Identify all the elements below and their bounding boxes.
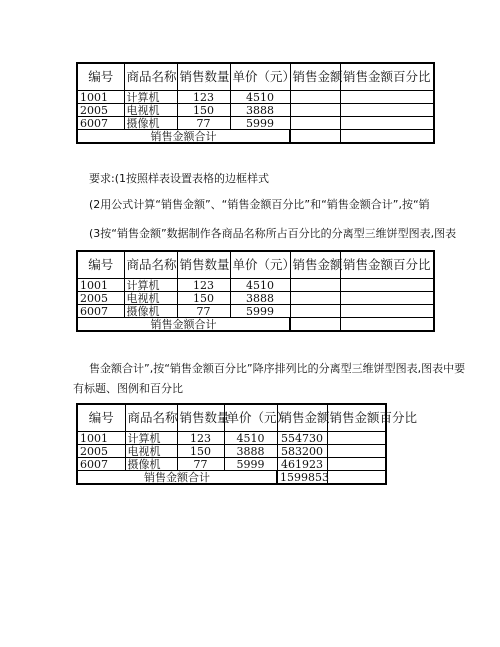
price-cell: 4510 — [224, 432, 277, 445]
amount-cell — [290, 104, 340, 117]
header-cell: 编号 — [77, 251, 124, 279]
price-cell: 5999 — [230, 305, 290, 318]
table-row — [77, 104, 434, 117]
total-label: 销售金额合计 — [77, 318, 290, 332]
requirement-1: 要求:(1按照样表设置表格的边框样式 — [89, 172, 269, 185]
requirement-3: (3按“销售金额”数据制作各商品名称所占百分比的分离型三维饼型图表,图表 — [89, 227, 457, 240]
header-cell: 销售数量 — [177, 404, 224, 432]
table-row — [77, 279, 434, 292]
table-row — [77, 305, 434, 318]
total-empty-cell — [340, 130, 434, 144]
total-row — [77, 130, 434, 144]
header-cell: 销售金额 — [290, 251, 340, 279]
total-row — [77, 471, 386, 485]
id-cell: 1001 — [77, 432, 125, 445]
price-cell: 5999 — [224, 458, 277, 471]
table-row — [77, 445, 386, 458]
id-cell: 6007 — [77, 458, 125, 471]
requirement-2: (2用公式计算“销售金额”、“销售金额百分比”和“销售金额合计”,按“销 — [89, 198, 430, 211]
name-cell: 电视机 — [124, 104, 177, 117]
percent-cell — [340, 104, 434, 117]
price-cell: 3888 — [224, 445, 277, 458]
percent-cell — [340, 91, 434, 104]
id-cell: 1001 — [77, 279, 124, 292]
header-row — [77, 63, 434, 91]
qty-cell: 123 — [177, 432, 224, 445]
amount-cell: 554730 — [277, 432, 327, 445]
header-cell: 商品名称 — [125, 404, 177, 432]
price-cell: 5999 — [230, 117, 290, 130]
name-cell: 摄像机 — [125, 458, 177, 471]
percent-cell — [340, 292, 434, 305]
qty-cell: 77 — [177, 458, 224, 471]
header-cell: 商品名称 — [124, 251, 177, 279]
qty-cell: 150 — [177, 104, 230, 117]
header-cell: 销售金额百分比 — [327, 404, 386, 432]
amount-cell — [290, 292, 340, 305]
percent-cell — [340, 117, 434, 130]
name-cell: 摄像机 — [124, 117, 177, 130]
amount-cell: 583200 — [277, 445, 327, 458]
amount-cell: 461923 — [277, 458, 327, 471]
qty-cell: 123 — [177, 279, 230, 292]
price-cell: 3888 — [230, 104, 290, 117]
price-cell: 4510 — [230, 91, 290, 104]
table-3 — [76, 403, 418, 485]
name-cell: 摄像机 — [124, 305, 177, 318]
percent-cell — [327, 432, 386, 445]
name-cell: 计算机 — [124, 279, 177, 292]
header-cell: 销售金额 — [290, 63, 340, 91]
total-label: 销售金额合计 — [77, 471, 277, 485]
header-cell: 销售金额百分比 — [340, 63, 434, 91]
id-cell: 6007 — [77, 117, 124, 130]
percent-cell — [340, 305, 434, 318]
requirement-4-line-2: 有标题、图例和百分比 — [73, 382, 183, 395]
id-cell: 6007 — [77, 305, 124, 318]
amount-cell — [290, 91, 340, 104]
header-cell: 销售金额 — [277, 404, 327, 432]
qty-cell: 150 — [177, 292, 230, 305]
header-row — [77, 251, 434, 279]
total-amount-cell: 1599853 — [277, 471, 327, 485]
amount-cell — [290, 279, 340, 292]
name-cell: 计算机 — [125, 432, 177, 445]
header-cell: 销售金额百分比 — [340, 251, 434, 279]
total-empty-cell — [327, 471, 386, 485]
header-cell: 单价（元） — [230, 251, 290, 279]
qty-cell: 123 — [177, 91, 230, 104]
qty-cell: 77 — [177, 117, 230, 130]
name-cell: 电视机 — [125, 445, 177, 458]
header-row — [77, 404, 386, 432]
table-1 — [76, 62, 435, 144]
header-cell: 编号 — [77, 63, 124, 91]
id-cell: 2005 — [77, 445, 125, 458]
name-cell: 电视机 — [124, 292, 177, 305]
total-label: 销售金额合计 — [77, 130, 290, 144]
header-cell: 销售数量 — [177, 251, 230, 279]
percent-cell — [327, 445, 386, 458]
price-cell: 4510 — [230, 279, 290, 292]
name-cell: 计算机 — [124, 91, 177, 104]
requirement-4-line-1: 售金额合计”,按“销售金额百分比”降序排列比的分离型三维饼型图表,图表中要 — [89, 362, 466, 375]
total-amount-cell — [290, 318, 340, 332]
table-row — [77, 458, 386, 471]
header-cell: 单价（元） — [230, 63, 290, 91]
id-cell: 2005 — [77, 104, 124, 117]
amount-cell — [290, 305, 340, 318]
header-cell: 单价（元） — [224, 404, 277, 432]
amount-cell — [290, 117, 340, 130]
table-row — [77, 292, 434, 305]
table-row — [77, 91, 434, 104]
header-cell: 商品名称 — [124, 63, 177, 91]
percent-cell — [340, 279, 434, 292]
header-cell: 编号 — [77, 404, 125, 432]
table-2 — [76, 250, 435, 332]
qty-cell: 77 — [177, 305, 230, 318]
table-row — [77, 432, 386, 445]
total-row — [77, 318, 434, 332]
total-amount-cell — [290, 130, 340, 144]
id-cell: 1001 — [77, 91, 124, 104]
total-empty-cell — [340, 318, 434, 332]
id-cell: 2005 — [77, 292, 124, 305]
table-row — [77, 117, 434, 130]
price-cell: 3888 — [230, 292, 290, 305]
percent-cell — [327, 458, 386, 471]
qty-cell: 150 — [177, 445, 224, 458]
header-cell: 销售数量 — [177, 63, 230, 91]
